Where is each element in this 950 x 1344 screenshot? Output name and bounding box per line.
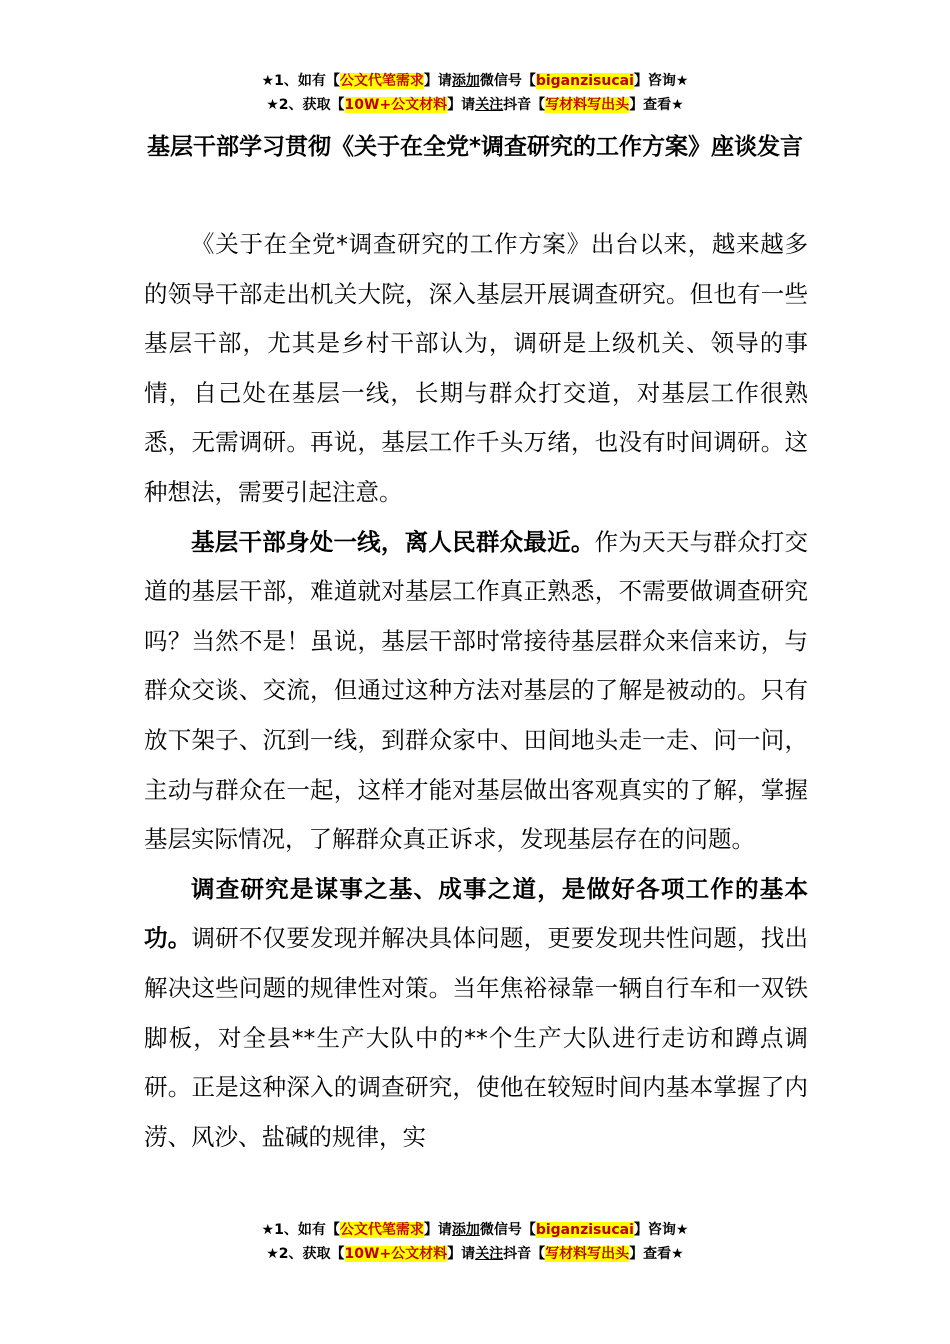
promo-highlight-service: 公文代笔需求 [339,73,424,89]
document-body [144,220,808,1162]
paragraph-lead: 调查研究是谋事之基、成事之道，是做好各项工作的基本功。 [144,874,808,953]
paragraph-text: 调研不仅要发现并解决具体问题，更要发现共性问题，找出解决这些问题的规律性对策。当年焦裕禄靠一辆自行车和一双铁脚板，对全县**生产大队中的**个生产大队进行走访和蹲点调研。正是这种深入的调查研究，使他在较短时间内基本掌握了内涝、风沙、盐碱的规律，实 [144,924,809,1151]
paragraph-2 [144,518,808,865]
promo-line-1: ★1、如有【公文代笔需求】请添加微信号【biganzisucai】咨询★ [261,1222,689,1238]
promo-highlight-materials: 10W+公文材料 [344,97,448,113]
document-title: 基层干部学习贯彻《关于在全党*调查研究的工作方案》座谈发言 [146,134,804,160]
promo-highlight-service: 公文代笔需求 [339,1222,424,1238]
promo-highlight-wechat-id: biganzisucai [535,73,634,89]
paragraph-lead: 基层干部身处一线，离人民群众最近。 [191,527,595,556]
promo-header [0,69,950,117]
promo-line-2: ★2、获取【10W+公文材料】请关注抖音【写材料写出头】查看★ [266,97,684,113]
promo-line-2: ★2、获取【10W+公文材料】请关注抖音【写材料写出头】查看★ [266,1246,684,1262]
paragraph-text: 作为天天与群众打交道的基层干部，难道就对基层工作真正熟悉，不需要做调查研究吗？当然不是！虽说，基层干部时常接待基层群众来信来访，与群众交谈、交流，但通过这种方法对基层的了解是被动的。只有放下架子、沉到一线，到群众家中、田间地头走一走、问一问，主动与群众在一起，这样才能对基层做出客观真实的了解，掌握基层实际情况，了解群众真正诉求，发现基层存在的问题。 [144,527,809,854]
paragraph-3 [144,865,808,1163]
promo-highlight-douyin: 写材料写出头 [545,97,630,113]
promo-line-1: ★1、如有【公文代笔需求】请添加微信号【biganzisucai】咨询★ [261,73,689,89]
paragraph-text: 《关于在全党*调查研究的工作方案》出台以来，越来越多的领导干部走出机关大院，深入基层开展调查研究。但也有一些基层干部，尤其是乡村干部认为，调研是上级机关、领导的事情，自己处在基层一线，长期与群众打交道，对基层工作很熟悉，无需调研。再说，基层工作千头万绪，也没有时间调研。这种想法，需要引起注意。 [144,230,808,506]
promo-highlight-wechat-id: biganzisucai [535,1222,634,1238]
promo-footer [0,1218,950,1266]
promo-highlight-douyin: 写材料写出头 [545,1246,630,1262]
paragraph-1 [144,220,808,518]
promo-highlight-materials: 10W+公文材料 [344,1246,448,1262]
